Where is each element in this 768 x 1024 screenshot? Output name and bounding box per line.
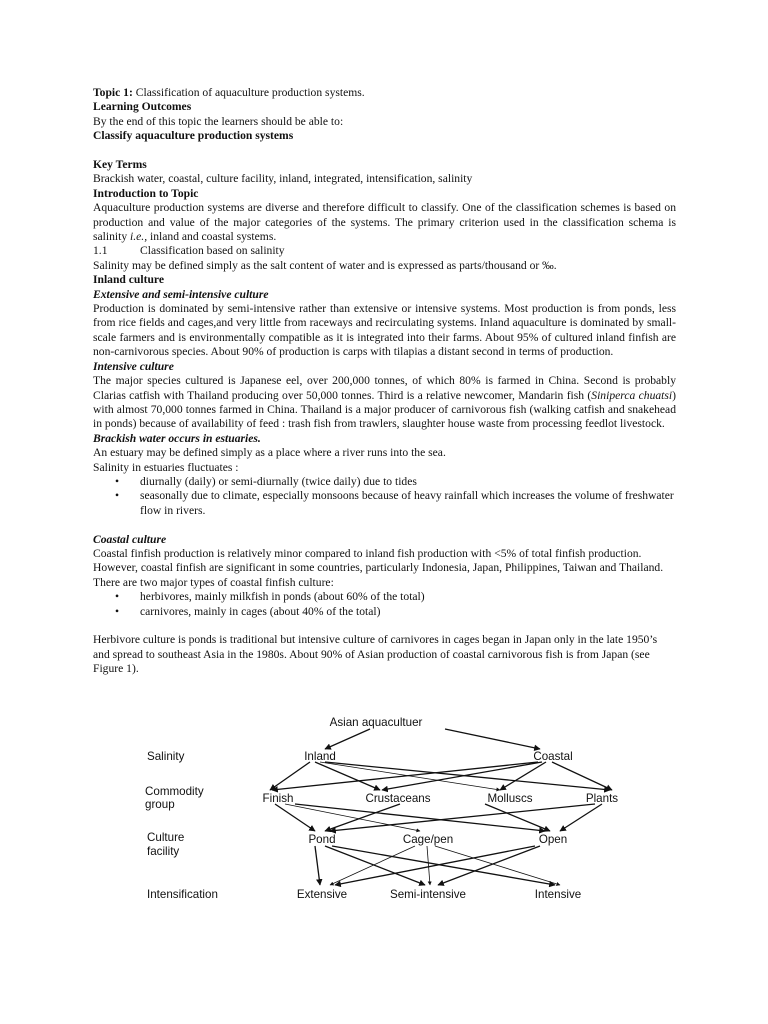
node-extensive: Extensive (296, 888, 348, 901)
node-crustaceans: Crustaceans (365, 792, 431, 805)
edge-plants-open (560, 804, 602, 831)
inland-culture-heading: Inland culture (93, 273, 164, 287)
document-body (93, 86, 676, 677)
herbivore-paragraph: Herbivore culture is ponds is traditional but intensive culture of carnivores in cages began in Japan only in the late 1950’s and spread to southeast Asia in the 1980s. About 90% of Asian production of coastal carnivorous fish is from Japan (see Figure 1). (93, 633, 658, 676)
list-item: • seasonally due to climate, especially monsoons because of heavy rainfall which increases the volume of freshwater flow in rivers. (115, 489, 674, 517)
list-item: • carnivores, mainly in cages (about 40% of the total) (115, 604, 381, 618)
coastal-bullets (93, 590, 676, 619)
figure-1-diagram (140, 710, 640, 910)
coastal-paragraph: Coastal finfish production is relatively minor compared to inland fish production with <5% of total finfish production. However, coastal finfish are significant in some countries, particularly Indonesia, Japan, Philippines, Taiwan and Thailand. There are two major types of coastal finfish culture: (93, 546, 664, 589)
salinity-fluctuates: Salinity in estuaries fluctuates : (93, 460, 239, 474)
edge-finish-cage (285, 804, 420, 831)
salinity-definition: Salinity may be defined simply as the salt content of water and is expressed as parts/thousand or ‰. (93, 258, 557, 272)
estuary-definition: An estuary may be defined simply as a place where a river runs into the sea. (93, 446, 446, 460)
row-label-culture: Culture (147, 831, 185, 844)
edge-pond-extensive (315, 846, 320, 885)
node-coastal: Coastal (533, 750, 573, 763)
classification-diagram-svg (140, 710, 640, 910)
list-item: • diurnally (daily) or semi-diurnally (twice daily) due to tides (115, 474, 417, 488)
edge-root-inland (325, 729, 370, 749)
node-root: Asian aquacultuer (329, 716, 423, 729)
section-1-1-heading: 1.1 Classification based on salinity (93, 244, 285, 258)
coastal-heading: Coastal culture (93, 532, 167, 546)
edge-cage-extensive (330, 846, 415, 885)
topic-label: Topic 1: (93, 86, 133, 99)
node-molluscs: Molluscs (487, 792, 533, 805)
edge-pond-semi (325, 846, 425, 885)
list-item: • herbivores, mainly milkfish in ponds (about 60% of the total) (115, 590, 425, 604)
node-intensive: Intensive (534, 888, 582, 901)
edge-inland-plants (325, 762, 610, 790)
row-label-intensification: Intensification (147, 888, 218, 901)
edge-coastal-molluscs (500, 762, 546, 790)
node-plants: Plants (585, 792, 619, 805)
introduction-heading: Introduction to Topic (93, 186, 199, 200)
node-cage-pen: Cage/pen (402, 833, 454, 846)
row-label-commodity: Commodity (145, 785, 204, 798)
edge-inland-finish (270, 762, 310, 790)
topic-line (93, 86, 676, 100)
key-terms-heading: Key Terms (93, 158, 147, 172)
edge-root-coastal (445, 729, 540, 749)
estuary-bullets (93, 475, 676, 518)
row-label-facility: facility (147, 845, 180, 858)
key-terms-text: Brackish water, coastal, culture facility, inland, integrated, intensification, salinity (93, 172, 473, 186)
edge-finish-open (295, 804, 545, 831)
brackish-heading: Brackish water occurs in estuaries. (93, 431, 261, 445)
node-open: Open (538, 833, 568, 846)
learning-outcomes-intro: By the end of this topic the learners should be able to: (93, 114, 344, 128)
learning-outcome: Classify aquaculture production systems (93, 129, 294, 143)
edge-finish-pond (275, 804, 315, 831)
row-label-salinity: Salinity (147, 750, 185, 763)
learning-outcomes-heading: Learning Outcomes (93, 100, 192, 114)
intensive-subheading: Intensive culture (93, 359, 174, 373)
edge-cage-semi (427, 846, 430, 885)
extensive-subheading: Extensive and semi-intensive culture (93, 287, 269, 301)
edge-molluscs-open (485, 804, 550, 831)
introduction-text: Aquaculture production systems are diverse and therefore difficult to classify. One of the classification schemes is based on production and value of the major categories of the systems. The primary criterion used in the classification schema is salinity i.e., inland and coastal systems. (93, 201, 676, 244)
node-pond: Pond (308, 833, 336, 846)
node-finish: Finish (262, 792, 294, 805)
node-semi-intensive: Semi-intensive (389, 888, 467, 901)
topic-text: Classification of aquaculture production systems. (132, 86, 365, 99)
intensive-paragraph: The major species cultured is Japanese eel, over 200,000 tonnes, of which 80% is farmed in China. Second is probably Clarias catfish with Thailand producing over 50,000 tonnes. Third is a relative newcomer, Mandarin fish (Siniperca chuatsi) with almost 70,000 tonnes farmed in China. Thailand is a major producer of carnivorous fish (walking catfish and snakehead in ponds) because of availability of feed : trash fish from trawlers, slaughter house waste from processing feedlot livestock. (93, 374, 676, 431)
extensive-paragraph: Production is dominated by semi-intensive rather than extensive or intensive systems. Most production is from ponds, less from rice fields and cages,and very little from raceways and recirculating systems. Inland aquaculture is dominated by small-scale farmers and is environmentally compatible as it is integrated into their farms. About 95% of cultured inland finfish are non-carnivorous species. About 90% of production is carps with tilapias a distant second in terms of production. (93, 302, 676, 359)
row-label-group: group (145, 798, 175, 811)
node-inland: Inland (304, 750, 336, 763)
edge-plants-pond (330, 804, 595, 831)
